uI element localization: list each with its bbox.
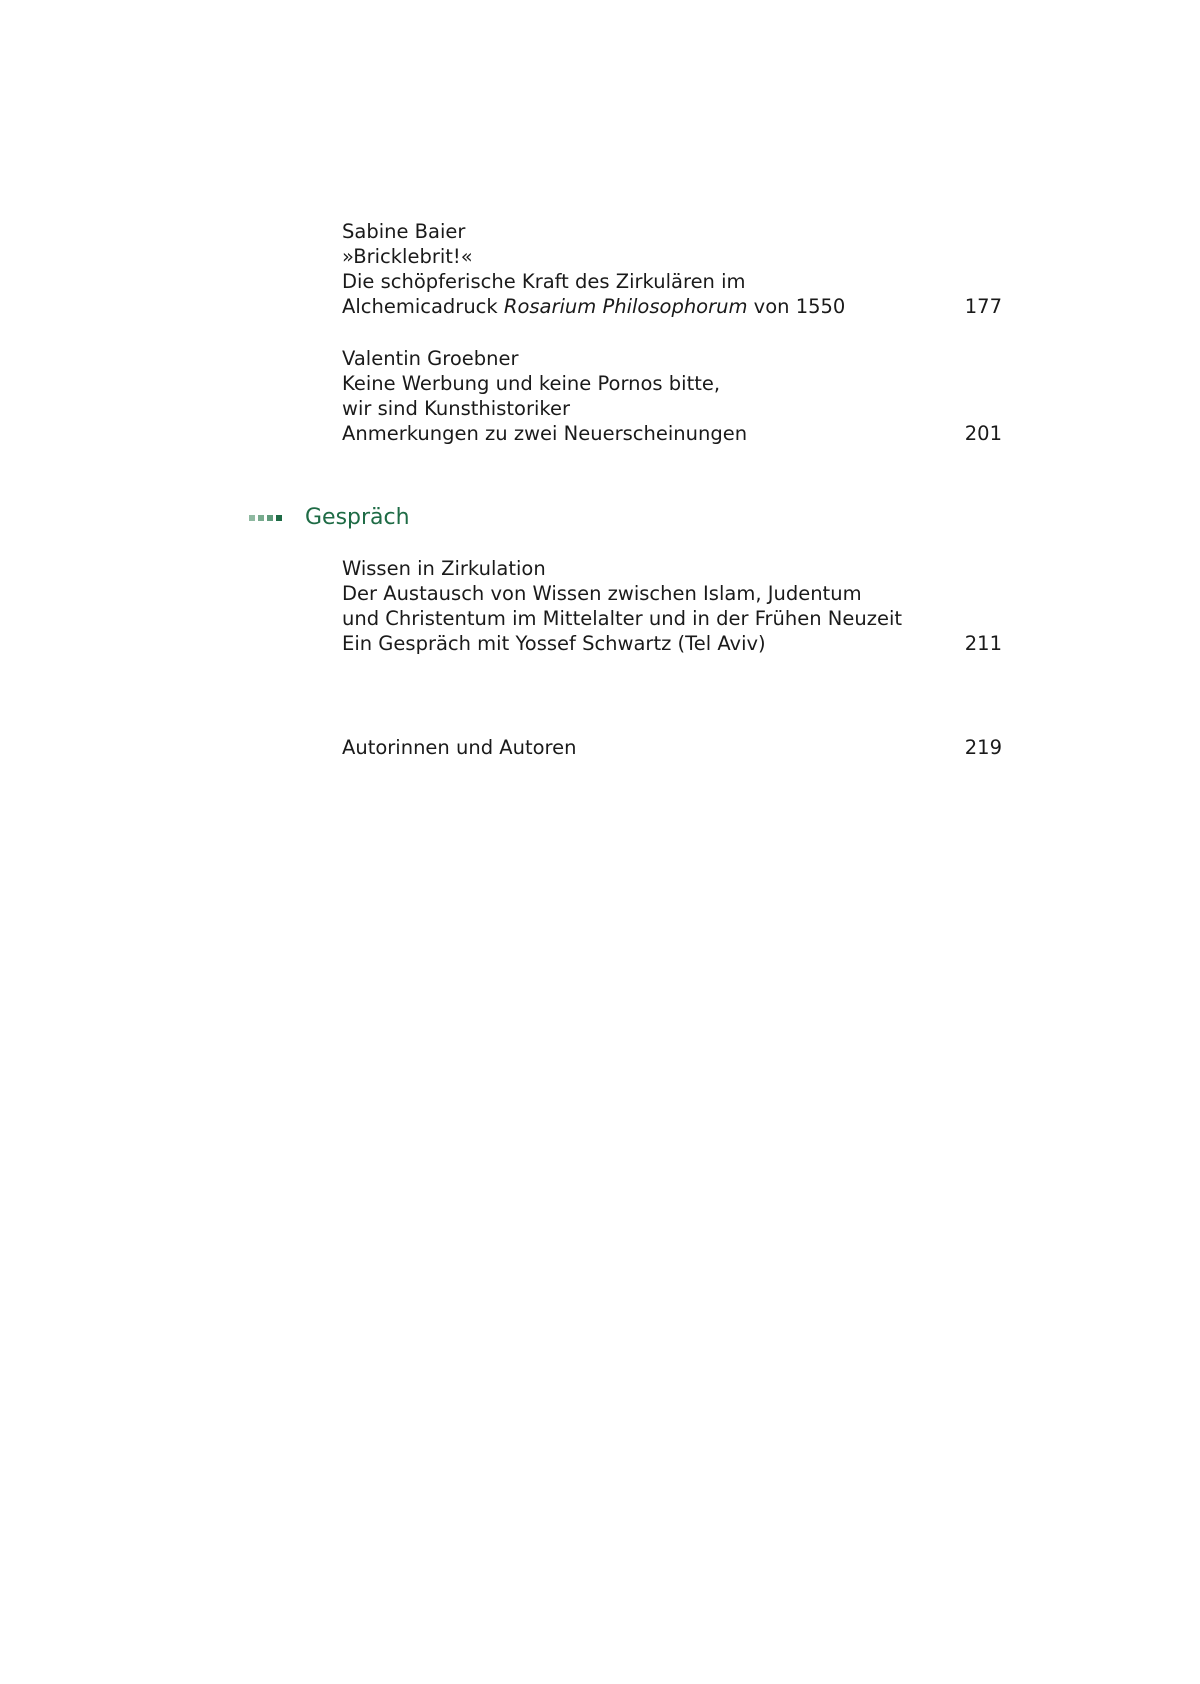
entry-title-line: Der Austausch von Wissen zwischen Islam, Judentum [342, 582, 862, 605]
entry-last-line [342, 294, 1002, 319]
entry-italic-title: Rosarium Philosophorum [503, 295, 748, 318]
section-title: Gespräch [305, 505, 410, 530]
entry-title: Wissen in Zirkulation [342, 557, 546, 580]
entry-author: Sabine Baier [342, 220, 466, 243]
entry-page-number: 211 [964, 632, 1002, 655]
section-heading [249, 503, 410, 533]
toc-entry-baier [342, 219, 1002, 319]
toc-entry-groebner [342, 346, 1002, 446]
toc-entry-gespraech [342, 556, 1002, 656]
section-marker-icon [249, 515, 282, 521]
entry-last-line [342, 421, 1002, 446]
entry-last-line [342, 631, 1002, 656]
entry-title-line: und Christentum im Mittelalter und in der Frühen Neuzeit [342, 607, 903, 630]
marker-square [276, 515, 282, 521]
entry-subtitle-line: Die schöpferische Kraft des Zirkulären im [342, 270, 746, 293]
entry-title-line: »Bricklebrit!« [342, 245, 473, 268]
marker-square [258, 515, 264, 521]
entry-last-text: Anmerkungen zu zwei Neuerscheinungen [342, 422, 748, 445]
entry-last-text-after: von 1550 [747, 295, 846, 318]
marker-square [249, 515, 255, 521]
marker-square [267, 515, 273, 521]
toc-entry-autoren [342, 735, 1002, 760]
entry-page-number: 219 [964, 736, 1002, 759]
entry-last-text: Autorinnen und Autoren [342, 736, 577, 759]
entry-last-line [342, 735, 1002, 760]
entry-last-text: Alchemicadruck [342, 295, 504, 318]
entry-page-number: 177 [964, 295, 1002, 318]
entry-page-number: 201 [964, 422, 1002, 445]
entry-last-text: Ein Gespräch mit Yossef Schwartz (Tel Aviv) [342, 632, 766, 655]
entry-title-line: Keine Werbung und keine Pornos bitte, [342, 372, 721, 395]
entry-author: Valentin Groebner [342, 347, 519, 370]
entry-title-line: wir sind Kunsthistoriker [342, 397, 570, 420]
